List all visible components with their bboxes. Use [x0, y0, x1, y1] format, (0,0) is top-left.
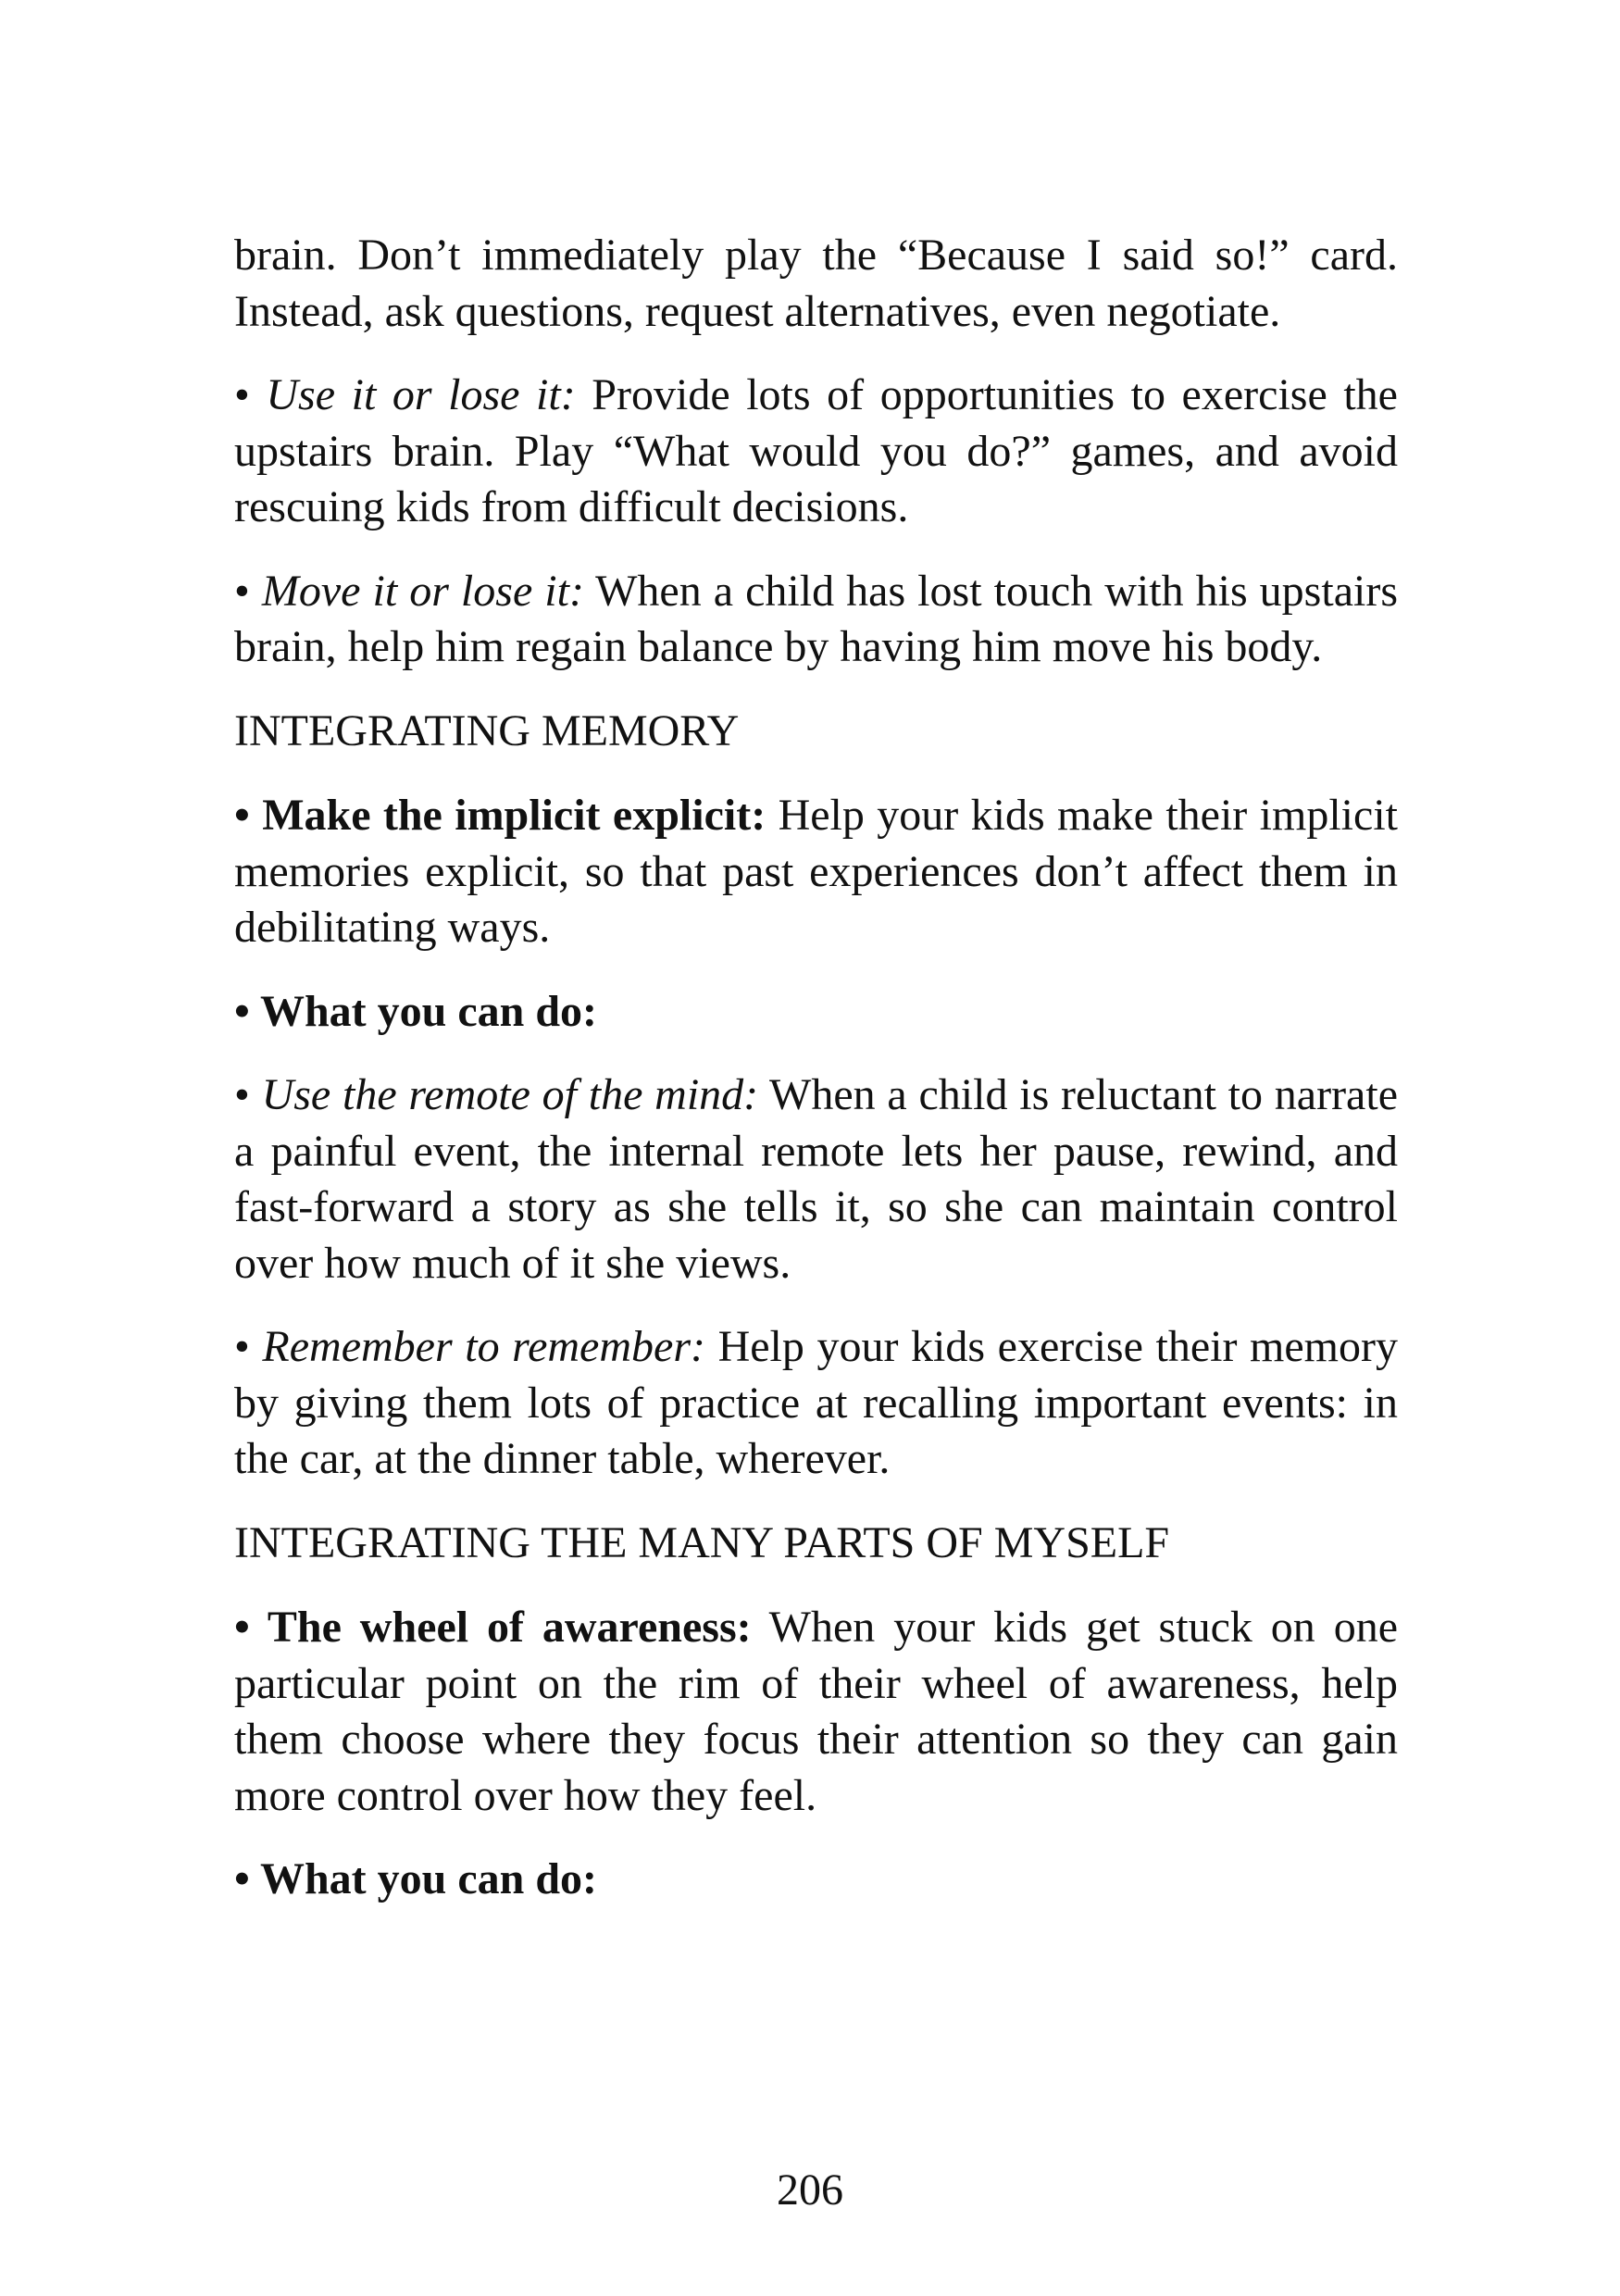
tip-remember-to-remember — [234, 1319, 1398, 1488]
bullet: • — [234, 791, 263, 840]
strategy-title: The wheel of awareness: — [267, 1603, 752, 1652]
strategy-title: Make the implicit explicit: — [262, 791, 766, 840]
section-heading-memory: INTEGRATING MEMORY — [234, 705, 740, 755]
strategy-text: When your kids get stuck on one particular point on the rim of their wheel of awareness, help them choose where they focus their attention so they can gain more control over how they feel. — [234, 1603, 1399, 1820]
tip-move-it-or-lose-it — [234, 564, 1398, 676]
bullet: • — [234, 566, 262, 616]
tip-title: Remember to remember: — [262, 1322, 705, 1371]
what-you-can-do-heading: • What you can do: — [234, 1854, 597, 1903]
tip-title: Move it or lose it: — [261, 566, 584, 616]
tip-use-it-or-lose-it — [234, 368, 1398, 536]
tip-text: When a child has lost touch with his upstairs brain, help him regain balance by having him move his body. — [234, 566, 1399, 671]
strategy-text: Help your kids make their implicit memories explicit, so that past experiences don’t affect them in debilitating ways. — [234, 791, 1398, 952]
bullet: • — [234, 1603, 268, 1652]
paragraph-text: brain. Don’t immediately play the “Because I said so!” card. Instead, ask questions, request alternatives, even negotiate. — [234, 231, 1398, 336]
tip-title: Use the remote of the mind: — [261, 1070, 759, 1119]
what-you-can-do-heading: • What you can do: — [234, 986, 597, 1036]
strategy-implicit-explicit — [234, 788, 1398, 956]
bullet: • — [234, 370, 267, 419]
tip-remote-of-the-mind — [234, 1067, 1398, 1292]
tip-title: Use it or lose it: — [266, 370, 576, 419]
strategy-wheel-of-awareness — [234, 1600, 1398, 1824]
tip-text: Help your kids exercise their memory by giving them lots of practice at recalling important events: in the car, at the dinner table, wherever. — [234, 1322, 1398, 1483]
page-number: 206 — [777, 2165, 843, 2215]
section-heading-many-parts: INTEGRATING THE MANY PARTS OF MYSELF — [234, 1517, 1170, 1567]
paragraph-continuation — [234, 228, 1398, 340]
tip-text: Provide lots of opportunities to exercise the upstairs brain. Play “What would you do?” games, and avoid rescuing kids from difficult decisions. — [234, 370, 1398, 531]
bullet: • — [234, 1070, 262, 1119]
tip-text: When a child is reluctant to narrate a painful event, the internal remote lets her pause, rewind, and fast-forward a story as she tells it, so she can maintain control over how much of it she views. — [234, 1070, 1398, 1288]
page-body — [234, 228, 1398, 1936]
bullet: • — [234, 1322, 263, 1371]
